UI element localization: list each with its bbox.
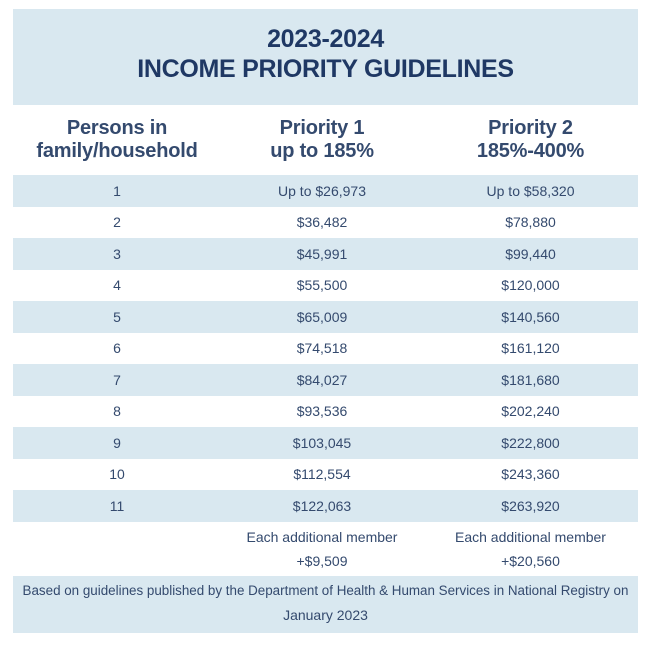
header-persons-line2: family/household — [36, 140, 198, 162]
cell-priority2: Up to $58,320 — [486, 182, 575, 199]
table-row — [13, 270, 638, 302]
cell-priority1: Up to $26,973 — [278, 182, 366, 199]
table-body — [13, 175, 638, 522]
cell-persons: 10 — [109, 466, 125, 483]
title-heading: INCOME PRIORITY GUIDELINES — [137, 55, 514, 83]
cell-priority2: $99,440 — [505, 245, 556, 262]
cell-persons: 11 — [109, 497, 125, 514]
cell-priority2: $181,680 — [501, 371, 560, 388]
cell-priority2: $263,920 — [501, 497, 560, 514]
source-footnote — [13, 576, 638, 633]
table-row — [13, 333, 638, 365]
additional-priority2-value: +$20,560 — [501, 552, 560, 569]
cell-priority2: $140,560 — [501, 308, 560, 325]
header-priority1-line1: Priority 1 — [279, 117, 365, 139]
table-row — [13, 175, 638, 207]
cell-priority2: $202,240 — [501, 403, 560, 420]
title-year: 2023-2024 — [267, 25, 384, 53]
header-priority2-line2: 185%-400% — [476, 140, 585, 162]
cell-priority2: $161,120 — [501, 340, 560, 357]
cell-priority1: $65,009 — [296, 308, 348, 325]
cell-priority1: $122,063 — [292, 497, 352, 514]
cell-priority1: $74,518 — [296, 340, 348, 357]
cell-persons: 2 — [113, 214, 121, 231]
income-guidelines-table — [13, 9, 638, 633]
column-headers — [13, 105, 638, 175]
additional-label: Each additional member — [246, 528, 398, 545]
cell-persons: 8 — [113, 403, 121, 420]
cell-persons: 7 — [113, 371, 121, 388]
cell-persons: 3 — [113, 245, 121, 262]
table-row — [13, 490, 638, 522]
header-persons-line1: Persons in — [66, 117, 168, 139]
cell-priority2: $120,000 — [501, 277, 560, 294]
cell-priority1: $45,991 — [296, 245, 348, 262]
additional-priority1 — [221, 522, 423, 576]
table-row — [13, 238, 638, 270]
table-row — [13, 301, 638, 333]
cell-priority1: $112,554 — [293, 466, 351, 483]
cell-persons: 5 — [113, 308, 121, 325]
cell-persons: 1 — [113, 182, 121, 199]
cell-priority1: $36,482 — [296, 214, 348, 231]
header-priority1 — [221, 117, 423, 163]
cell-persons: 9 — [113, 434, 121, 451]
additional-priority2 — [423, 522, 638, 576]
table-row — [13, 207, 638, 239]
cell-priority2: $243,360 — [501, 466, 560, 483]
header-persons — [13, 117, 221, 163]
cell-priority2: $222,800 — [501, 434, 560, 451]
additional-priority1-value: +$9,509 — [296, 552, 348, 569]
table-row — [13, 459, 638, 491]
header-priority1-line2: up to 185% — [270, 140, 374, 162]
cell-priority1: $55,500 — [296, 277, 348, 294]
footnote-line2: January 2023 — [283, 606, 368, 623]
cell-persons: 4 — [113, 277, 121, 294]
title-banner — [13, 9, 638, 105]
cell-priority1: $103,045 — [292, 434, 352, 451]
table-row — [13, 396, 638, 428]
additional-blank-cell — [13, 522, 221, 576]
table-row — [13, 427, 638, 459]
cell-priority2: $78,880 — [505, 214, 556, 231]
table-row — [13, 364, 638, 396]
cell-persons: 6 — [113, 340, 121, 357]
cell-priority1: $93,536 — [296, 403, 348, 420]
header-priority2-line1: Priority 2 — [488, 117, 573, 139]
additional-member-row — [13, 522, 638, 576]
footnote-line1: Based on guidelines published by the Department of Health & Human Services in National Registry on — [22, 582, 629, 598]
cell-priority1: $84,027 — [296, 371, 348, 388]
header-priority2 — [423, 117, 638, 163]
additional-label: Each additional member — [455, 528, 606, 545]
